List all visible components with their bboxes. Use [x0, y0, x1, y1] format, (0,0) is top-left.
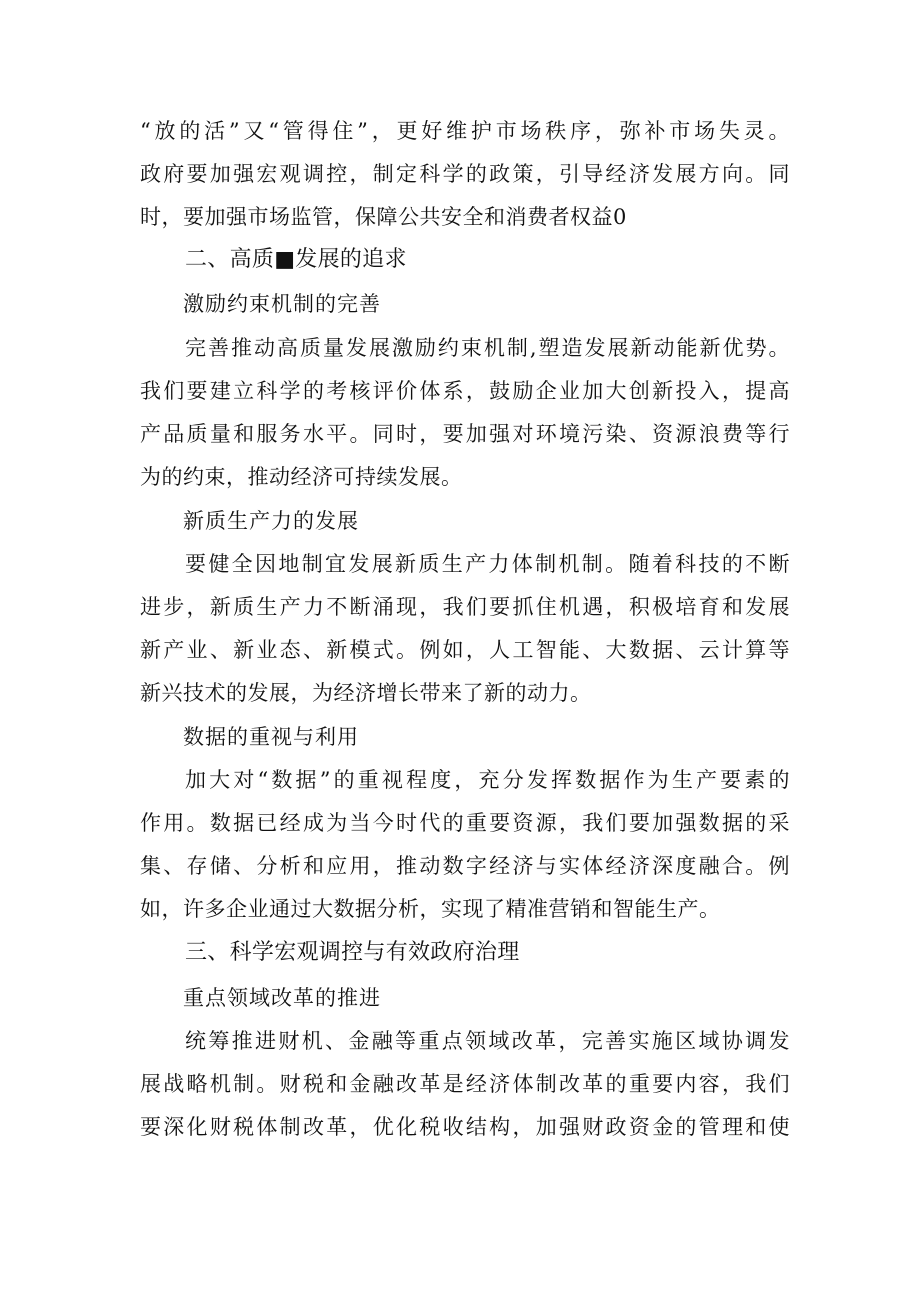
section-heading-3: 三、科学宏观调控与有效政府治理	[185, 940, 520, 965]
paragraph-line: “放的活”又“管得住”，更好维护市场秩序，弥补市场失灵。	[140, 119, 790, 143]
paragraph-line: 加大对“数据”的重视程度，充分发挥数据作为生产要素的	[185, 768, 790, 792]
paragraph-line: 完善推动高质量发展激励约束机制,塑造发展新动能新优势。	[185, 336, 790, 360]
subheading-productivity: 新质生产力的发展	[183, 509, 359, 533]
paragraph-line: 我们要建立科学的考核评价体系，鼓励企业加大创新投入，提高	[140, 379, 790, 403]
paragraph-line: 新产业、新业态、新模式。例如，人工智能、大数据、云计算等	[140, 638, 790, 662]
paragraph-line: 集、存储、分析和应用，推动数字经济与实体经济深度融合。例	[140, 854, 790, 878]
paragraph-line: 政府要加强宏观调控，制定科学的政策，引导经济发展方向。同	[140, 162, 790, 186]
paragraph-line: 产品质量和服务水平。同时，要加强对环境污染、资源浪费等行	[140, 422, 790, 446]
paragraph-line: 作用。数据已经成为当今时代的重要资源，我们要加强数据的采	[140, 811, 790, 835]
section-heading-2: 二、高质■发展的追求	[185, 247, 407, 272]
paragraph-line: 展战略机制。财税和金融改革是经济体制改革的重要内容，我们	[140, 1072, 790, 1096]
subheading-incentive: 激励约束机制的完善	[183, 292, 381, 316]
paragraph-line: 进步，新质生产力不断涌现，我们要抓住机遇，积极培育和发展	[140, 595, 790, 619]
paragraph-line: 如，许多企业通过大数据分析，实现了精准营销和智能生产。	[140, 897, 721, 921]
subheading-data: 数据的重视与利用	[183, 725, 359, 749]
paragraph-line: 要健全因地制宜发展新质生产力体制机制。随着科技的不断	[185, 552, 790, 576]
subheading-reform: 重点领域改革的推进	[183, 986, 381, 1010]
paragraph-line: 统筹推进财机、金融等重点领域改革，完善实施区域协调发	[185, 1029, 790, 1053]
paragraph-line: 要深化财税体制改革，优化税收结构，加强财政资金的管理和使	[140, 1115, 790, 1139]
paragraph-line: 时，要加强市场监管，保障公共安全和消费者权益0	[140, 205, 627, 229]
paragraph-line: 新兴技术的发展，为经济增长带来了新的动力。	[140, 681, 592, 705]
paragraph-line: 为的约束，推动经济可持续发展。	[140, 465, 463, 489]
